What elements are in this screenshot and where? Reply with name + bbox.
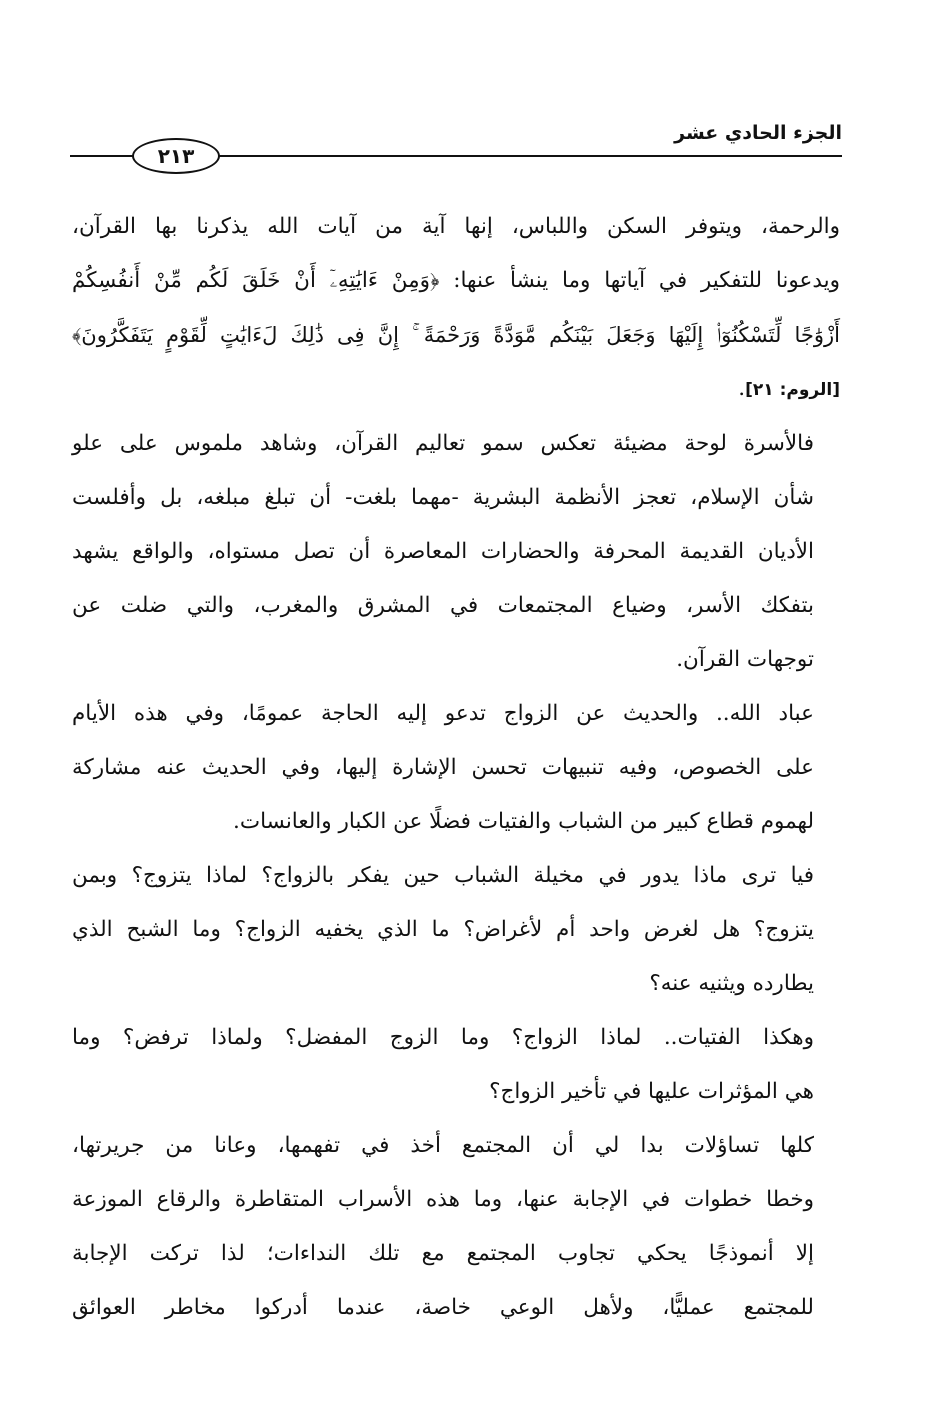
text-line: فالأسرة لوحة مضيئة تعكس سمو تعاليم القرآن، وشاهد ملموس على علو <box>72 431 814 456</box>
paragraph <box>72 687 840 849</box>
text-line: يتزوج؟ هل لغرض واحد أم لأغراض؟ ما الذي يخفيه الزواج؟ وما الشبح الذي <box>72 917 814 942</box>
text-line: لهموم قطاع كبير من الشباب والفتيات فضلًا عن الكبار والعانسات. <box>233 809 814 834</box>
text-line: شأن الإسلام، تعجز الأنظمة البشرية -مهما بلغت- أن تبلغ مبلغه، بل وأفلست <box>72 485 814 510</box>
text-line: يطارده ويثنيه عنه؟ <box>649 971 814 996</box>
text-line: بتفكك الأسر، وضياع المجتمعات في المشرق والمغرب، والتي ضلت عن <box>72 593 814 618</box>
text-line: كلها تساؤلات بدا لي أن المجتمع أخذ في تفهمها، وعانا من جريرتها، <box>72 1133 814 1158</box>
verse-reference-line <box>72 362 840 417</box>
page-body <box>72 200 840 1335</box>
text-line: إلا أنموذجًا يحكي تجاوب المجتمع مع تلك النداءات؛ لذا تركت الإجابة <box>72 1241 814 1266</box>
paragraph <box>72 849 840 1011</box>
text-line: وهكذا الفتيات.. لماذا الزواج؟ وما الزوج المفضل؟ ولماذا ترفض؟ وما <box>72 1025 814 1050</box>
paragraph <box>72 1119 840 1335</box>
text-line: على الخصوص، وفيه تنبيهات تحسن الإشارة إليها، وفي الحديث عنه مشاركة <box>72 755 814 780</box>
text-line: للمجتمع عمليًّا، ولأهل الوعي خاصة، عندما أدركوا مخاطر العوائق <box>72 1295 814 1320</box>
text-line: الأديان القديمة المحرفة والحضارات المعاصرة أن تصل مستواه، والواقع يشهد <box>72 539 814 564</box>
text-line: هي المؤثرات عليها في تأخير الزواج؟ <box>489 1079 814 1104</box>
paragraph <box>72 417 840 687</box>
running-title: الجزء الحادي عشر <box>674 122 842 144</box>
page-number: ٢١٣ <box>132 138 220 174</box>
paragraph <box>72 200 840 417</box>
text-line: فيا ترى ماذا يدور في مخيلة الشباب حين يفكر بالزواج؟ لماذا يتزوج؟ وبمن <box>72 863 814 888</box>
verse-reference: [الروم: ٢١] <box>745 380 840 400</box>
text-line: والرحمة، ويتوفر السكن واللباس، إنها آية من آيات الله يذكرنا بها القرآن، <box>72 214 840 239</box>
text-line: وخطا خطوات في الإجابة عنها، وما هذه الأسراب المتقاطرة والرقاع الموزعة <box>72 1187 814 1212</box>
text-line: عباد الله.. والحديث عن الزواج تدعو إليه الحاجة عمومًا، وفي هذه الأيام <box>72 701 814 726</box>
quran-verse-line: أَزْوَٰجًا لِّتَسْكُنُوٓا۟ إِلَيْهَا وَجَعَلَ بَيْنَكُم مَّوَدَّةً وَرَحْمَةً ۚ إِنَّ فِى ذَٰلِكَ لَءَايَٰتٍ لِّقَوْمٍ يَتَفَكَّرُونَ﴾ <box>72 323 840 347</box>
reference-period: . <box>738 376 746 401</box>
text-line: ويدعونا للتفكير في آياتها وما ينشأ عنها: ﴿وَمِنْ ءَايَٰتِهِۦٓ أَنْ خَلَقَ لَكُم مِّنْ أَنفُسِكُمْ <box>72 268 840 293</box>
text-line: توجهات القرآن. <box>676 647 814 672</box>
page-header <box>70 118 842 188</box>
paragraph <box>72 1011 840 1119</box>
